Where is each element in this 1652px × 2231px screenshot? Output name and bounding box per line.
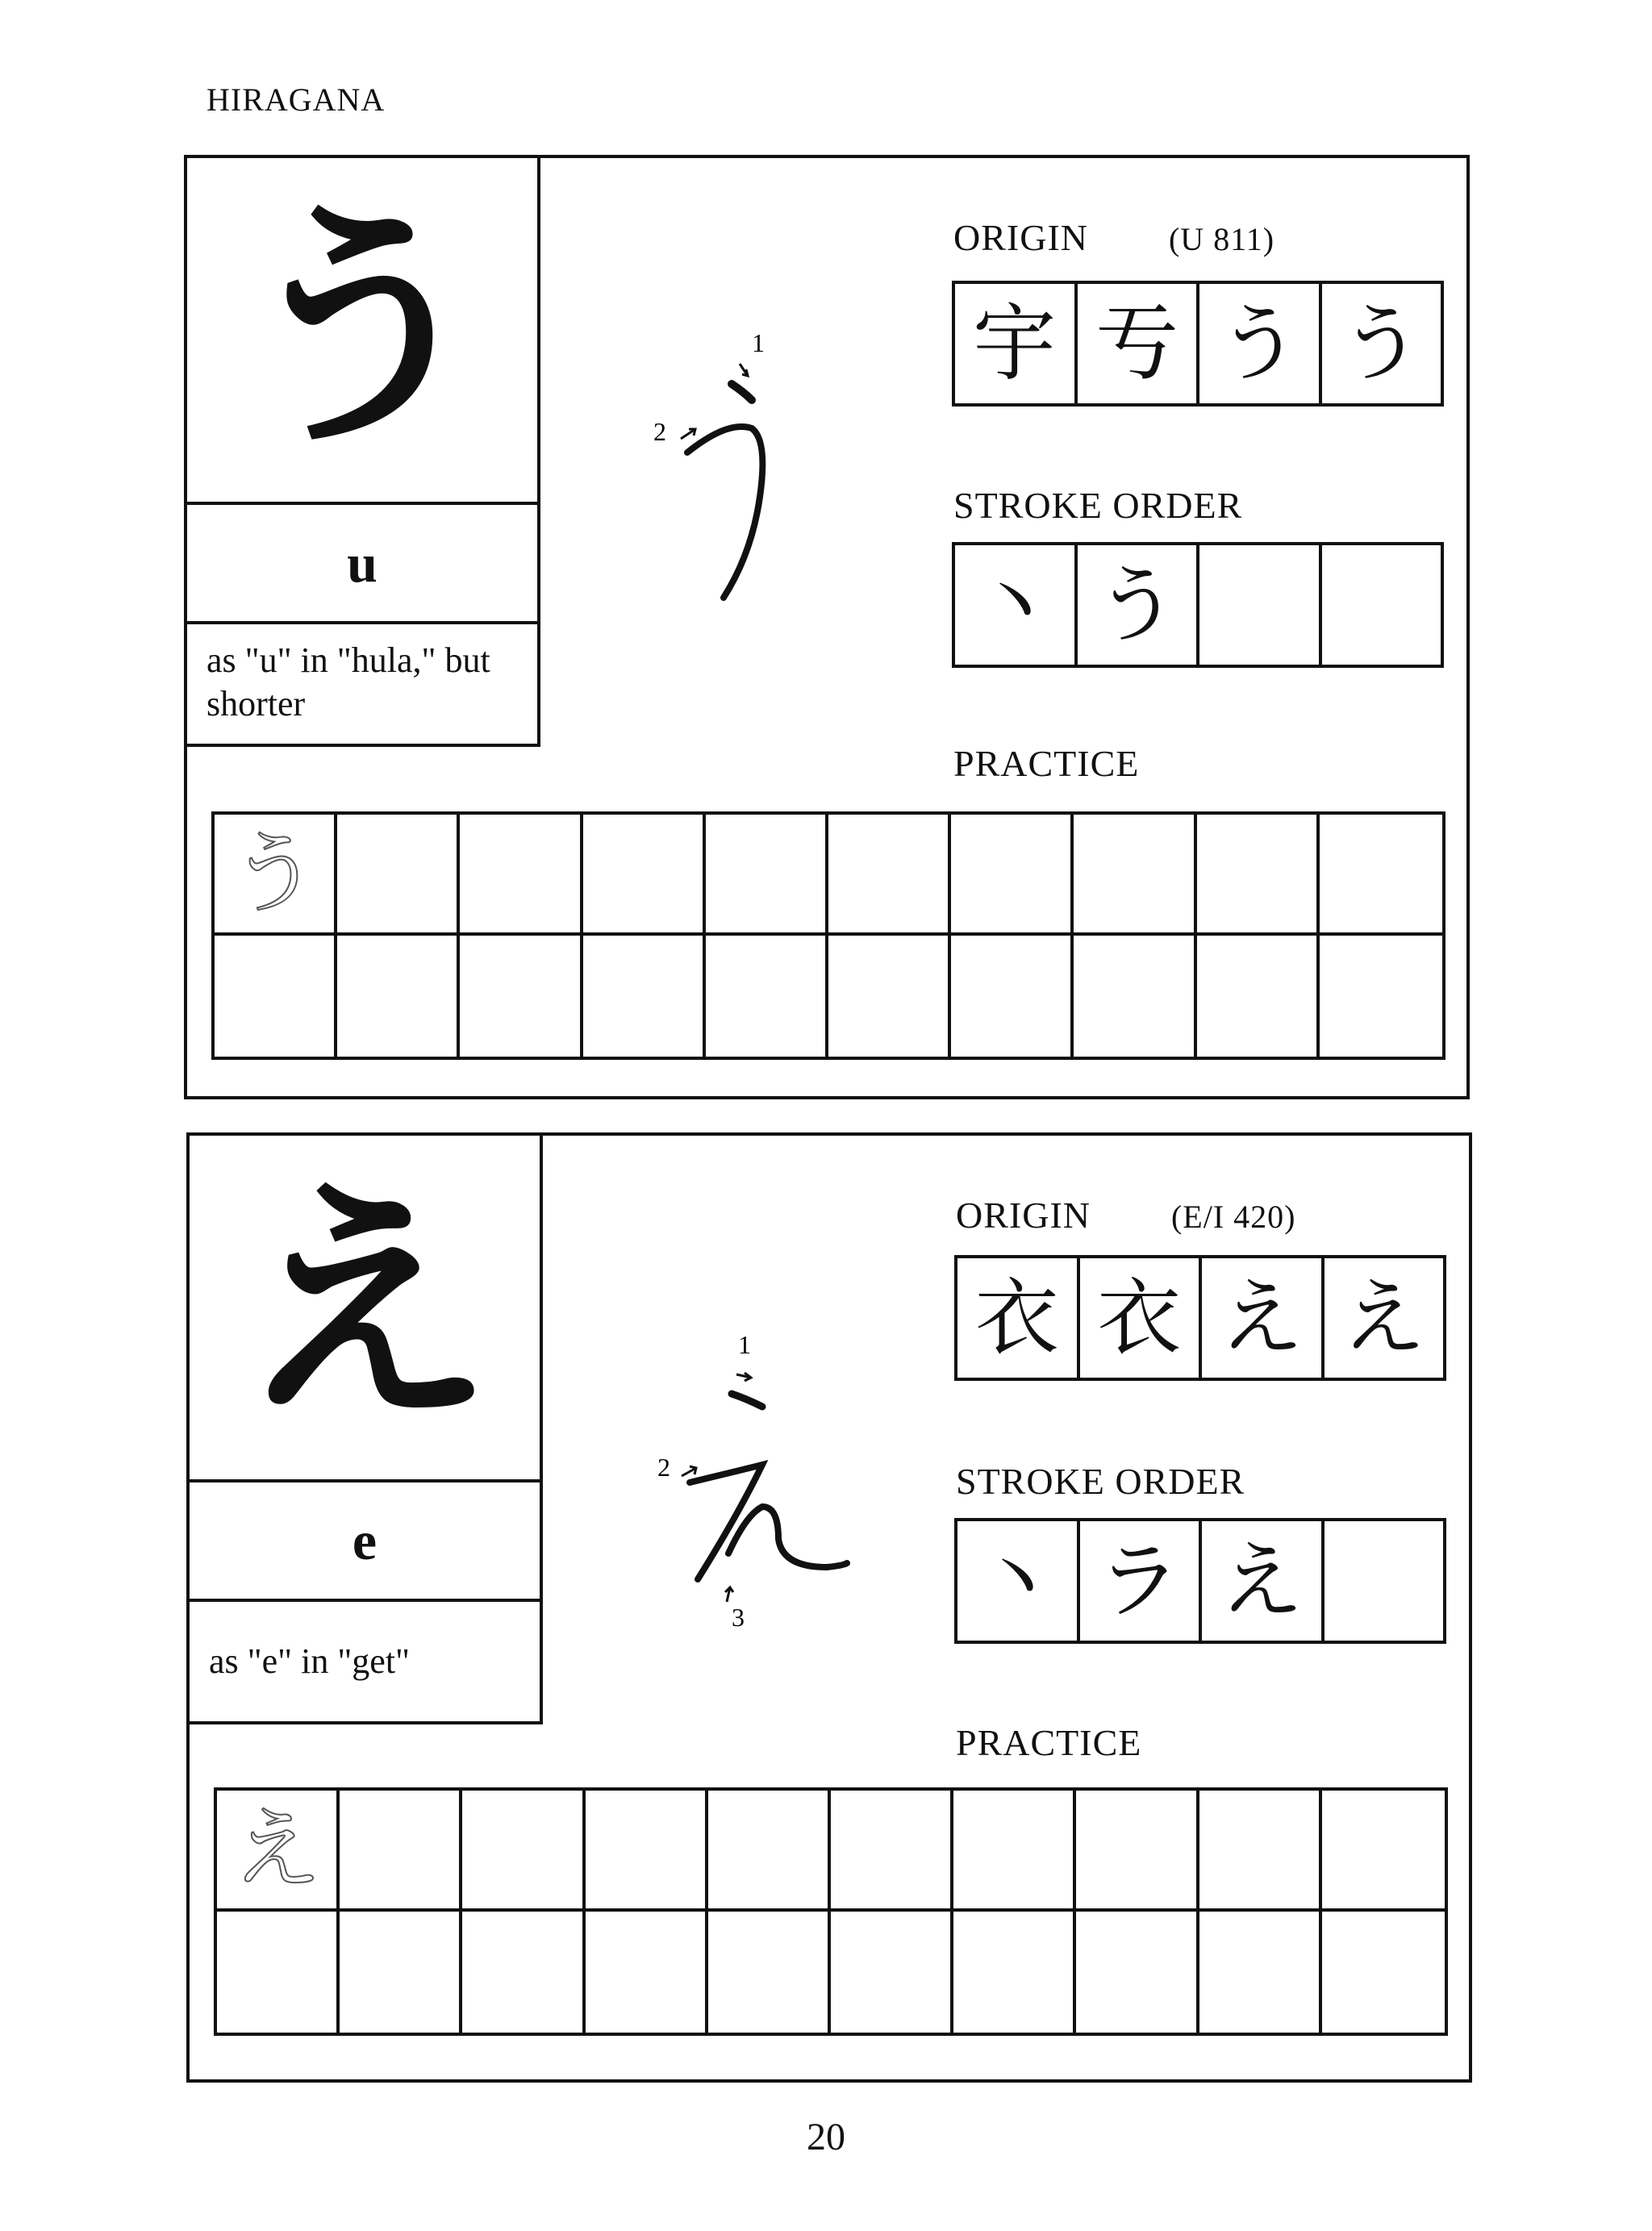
stroke-order-cell bbox=[1322, 545, 1441, 665]
stroke-direction-diagram bbox=[641, 1297, 883, 1632]
practice-cell[interactable] bbox=[340, 1791, 462, 1912]
stroke-2 bbox=[690, 1465, 762, 1579]
page-header-hiragana: HIRAGANA bbox=[206, 81, 386, 118]
kana-panel-e bbox=[186, 1132, 1472, 2083]
stroke-arrow-1 bbox=[736, 1373, 751, 1381]
practice-cell[interactable] bbox=[1322, 1791, 1445, 1912]
origin-code: (E/I 420) bbox=[1170, 1199, 1296, 1235]
stroke-number-3: 3 bbox=[732, 1603, 745, 1632]
stroke-order-heading: STROKE ORDER bbox=[956, 1461, 1245, 1502]
practice-cell[interactable] bbox=[951, 815, 1074, 936]
practice-cell[interactable] bbox=[1322, 1912, 1445, 2033]
stroke-arrow-2 bbox=[681, 429, 695, 439]
stroke-order-heading: STROKE ORDER bbox=[953, 485, 1243, 526]
practice-cell[interactable] bbox=[953, 1791, 1076, 1912]
stroke-order-cell bbox=[1325, 1521, 1444, 1641]
practice-cell[interactable] bbox=[831, 1791, 953, 1912]
stroke-1 bbox=[732, 1394, 762, 1407]
practice-cell[interactable] bbox=[460, 815, 582, 936]
stroke-order-cell: う bbox=[1078, 545, 1200, 665]
origin-form-cell: う bbox=[1339, 294, 1424, 393]
stroke-arrow-2 bbox=[682, 1466, 696, 1476]
practice-cell[interactable] bbox=[462, 1912, 585, 2033]
practice-heading: PRACTICE bbox=[953, 743, 1140, 784]
practice-cell[interactable] bbox=[1197, 936, 1320, 1057]
romaji-label: u bbox=[187, 505, 540, 624]
practice-cell[interactable] bbox=[586, 1791, 708, 1912]
practice-cell[interactable] bbox=[583, 936, 706, 1057]
stroke-order-row bbox=[954, 1518, 1446, 1644]
practice-cell[interactable] bbox=[831, 1912, 953, 2033]
practice-cell[interactable] bbox=[337, 936, 460, 1057]
practice-grid bbox=[214, 1787, 1448, 2036]
pronunciation-description: as "e" in "get" bbox=[190, 1602, 543, 1724]
stroke-number-2: 2 bbox=[653, 417, 666, 446]
practice-cell[interactable] bbox=[1074, 936, 1196, 1057]
stroke-order-row bbox=[952, 542, 1444, 668]
origin-form-cell: う bbox=[1199, 284, 1322, 403]
practice-cell[interactable] bbox=[462, 1791, 585, 1912]
practice-grid bbox=[211, 811, 1446, 1060]
practice-cell[interactable] bbox=[951, 936, 1074, 1057]
trace-character: う bbox=[230, 822, 319, 925]
origin-form-cell: 亐 bbox=[1078, 284, 1200, 403]
origin-form-cell: 宇 bbox=[955, 284, 1078, 403]
large-character: う bbox=[187, 158, 540, 505]
stroke-order-cell: 丶 bbox=[957, 1521, 1080, 1641]
practice-cell[interactable] bbox=[1076, 1791, 1199, 1912]
practice-cell[interactable] bbox=[217, 1912, 340, 2033]
origin-code: (U 811) bbox=[1168, 221, 1275, 257]
practice-cell[interactable] bbox=[215, 936, 337, 1057]
practice-cell[interactable] bbox=[828, 936, 951, 1057]
page-number: 20 bbox=[807, 2116, 845, 2158]
practice-cell[interactable] bbox=[953, 1912, 1076, 2033]
practice-cell[interactable] bbox=[1074, 815, 1196, 936]
practice-cell[interactable] bbox=[708, 1791, 831, 1912]
origin-heading: ORIGIN (E/I 420) bbox=[956, 1195, 1296, 1236]
kana-panel-u bbox=[184, 155, 1470, 1099]
practice-cell[interactable] bbox=[706, 815, 828, 936]
practice-cell-trace[interactable] bbox=[215, 815, 337, 936]
practice-cell[interactable] bbox=[340, 1912, 462, 2033]
origin-form-cell: え bbox=[1202, 1258, 1325, 1378]
stroke-2 bbox=[687, 427, 762, 598]
stroke-3 bbox=[728, 1507, 847, 1567]
practice-cell[interactable] bbox=[1199, 1912, 1322, 2033]
origin-form-cell: 衣 bbox=[957, 1258, 1080, 1378]
practice-cell[interactable] bbox=[586, 1912, 708, 2033]
practice-cell[interactable] bbox=[1197, 815, 1320, 936]
stroke-direction-diagram bbox=[639, 319, 881, 626]
stroke-arrow-1 bbox=[740, 364, 748, 376]
practice-cell[interactable] bbox=[1076, 1912, 1199, 2033]
practice-cell[interactable] bbox=[337, 815, 460, 936]
origin-heading: ORIGIN (U 811) bbox=[953, 217, 1275, 258]
practice-cell[interactable] bbox=[1199, 1791, 1322, 1912]
origin-form-cell: え bbox=[1341, 1269, 1426, 1367]
practice-cell-trace[interactable] bbox=[217, 1791, 340, 1912]
stroke-1 bbox=[732, 384, 752, 400]
pronunciation-description: as "u" in "hula," but shorter bbox=[187, 624, 540, 747]
practice-cell[interactable] bbox=[828, 815, 951, 936]
practice-cell[interactable] bbox=[583, 815, 706, 936]
practice-cell[interactable] bbox=[706, 936, 828, 1057]
trace-character: え bbox=[232, 1798, 322, 1901]
practice-cell[interactable] bbox=[1320, 936, 1442, 1057]
stroke-arrow-3 bbox=[725, 1587, 733, 1602]
romaji-label: e bbox=[190, 1482, 543, 1602]
stroke-number-1: 1 bbox=[752, 328, 765, 357]
origin-forms-row bbox=[952, 281, 1444, 407]
origin-form-cell: 衣 bbox=[1080, 1258, 1203, 1378]
practice-cell[interactable] bbox=[460, 936, 582, 1057]
large-character: え bbox=[190, 1136, 543, 1482]
practice-cell[interactable] bbox=[708, 1912, 831, 2033]
origin-forms-row bbox=[954, 1255, 1446, 1381]
practice-cell[interactable] bbox=[1320, 815, 1442, 936]
practice-heading: PRACTICE bbox=[956, 1722, 1142, 1763]
stroke-order-cell: え bbox=[1202, 1521, 1325, 1641]
stroke-number-1: 1 bbox=[738, 1330, 751, 1359]
stroke-order-cell: 丶 bbox=[955, 545, 1078, 665]
stroke-order-cell: ラ bbox=[1080, 1521, 1203, 1641]
stroke-number-2: 2 bbox=[657, 1453, 670, 1482]
stroke-order-cell bbox=[1199, 545, 1322, 665]
